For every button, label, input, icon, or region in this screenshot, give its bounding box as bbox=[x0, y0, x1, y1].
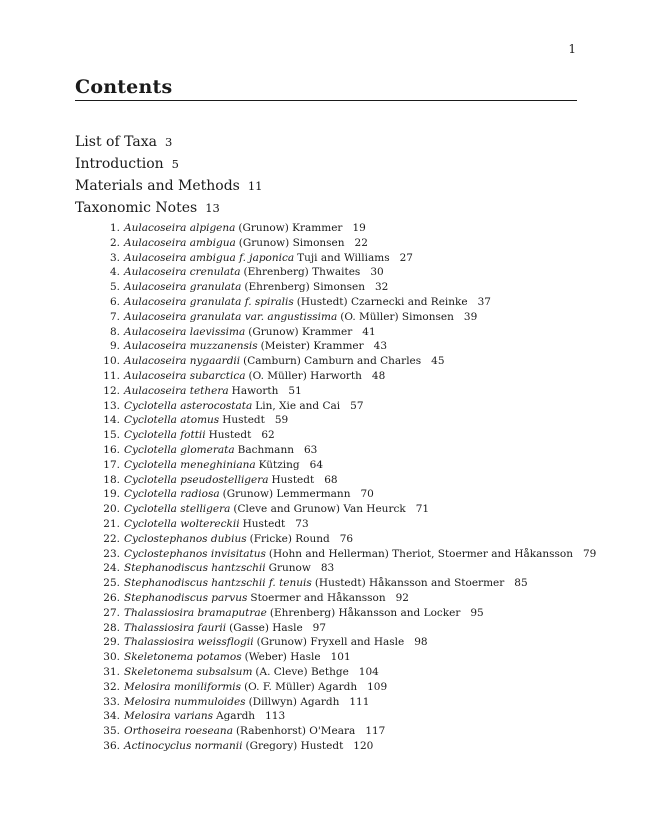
entry-page: 41 bbox=[362, 325, 376, 338]
toc-entry[interactable] bbox=[75, 517, 596, 532]
taxon-authority: (Ehrenberg) Thwaites bbox=[243, 266, 361, 279]
toc-entry[interactable] bbox=[75, 591, 596, 606]
taxon-authority: (Ehrenberg) Håkansson and Locker bbox=[269, 606, 461, 619]
taxon-authority: (A. Cleve) Bethge bbox=[255, 665, 349, 678]
entry-page: 68 bbox=[324, 473, 338, 486]
toc-entry[interactable] bbox=[75, 665, 596, 680]
entry-page: 113 bbox=[265, 710, 286, 723]
taxon-name: Aulacoseira granulata bbox=[124, 281, 242, 294]
taxon-name: Stephanodiscus parvus bbox=[124, 591, 248, 604]
taxon-authority: Kützing bbox=[258, 458, 300, 471]
entry-page: 64 bbox=[309, 458, 324, 471]
toc-entry[interactable] bbox=[75, 739, 596, 754]
entry-page: 111 bbox=[349, 695, 370, 708]
taxon-name: Stephanodiscus hantzschii bbox=[124, 562, 266, 575]
toc-entry[interactable] bbox=[75, 621, 596, 636]
taxon-authority: (Gregory) Hustedt bbox=[245, 739, 344, 752]
taxon-name: Melosira moniliformis bbox=[124, 680, 242, 693]
toc-entry[interactable] bbox=[75, 369, 596, 384]
taxon-authority: (Grunow) Lemmermann bbox=[222, 488, 351, 501]
entry-page: 43 bbox=[373, 340, 388, 353]
entry-page: 117 bbox=[365, 725, 386, 738]
taxon-name: Stephanodiscus hantzschii f. tenuis bbox=[124, 577, 312, 590]
entry-page: 51 bbox=[288, 384, 302, 397]
entry-page: 32 bbox=[374, 281, 389, 294]
taxon-name: Thalassiosira bramaputrae bbox=[124, 606, 267, 619]
section-list bbox=[75, 131, 262, 219]
toc-entry[interactable] bbox=[75, 695, 596, 710]
entry-number: 24. bbox=[103, 562, 120, 575]
toc-entry[interactable] bbox=[75, 280, 596, 295]
entry-page: 95 bbox=[470, 606, 484, 619]
taxon-authority: (Hohn and Hellerman) Theriot, Stoermer and Håkansson bbox=[268, 547, 573, 560]
entry-page: 37 bbox=[477, 295, 491, 308]
toc-entry[interactable] bbox=[75, 325, 596, 340]
taxon-name: Melosira nummuloides bbox=[124, 695, 246, 708]
taxon-authority: (Cleve and Grunow) Van Heurck bbox=[233, 503, 406, 516]
toc-entry[interactable] bbox=[75, 354, 596, 369]
toc-entry[interactable] bbox=[75, 458, 596, 473]
toc-entry[interactable] bbox=[75, 606, 596, 621]
entry-page: 120 bbox=[353, 739, 374, 752]
taxon-name: Orthoseira roeseana bbox=[124, 725, 233, 738]
toc-entry[interactable] bbox=[75, 473, 596, 488]
taxon-authority: Stoermer and Håkansson bbox=[250, 591, 386, 604]
taxon-name: Thalassiosira faurii bbox=[124, 621, 227, 634]
entry-number: 30. bbox=[103, 651, 120, 664]
entry-number: 33. bbox=[103, 695, 120, 708]
entry-number: 31. bbox=[103, 665, 120, 678]
taxa-list bbox=[75, 221, 596, 754]
taxon-name: Skeletonema potamos bbox=[124, 651, 242, 664]
entry-number: 36. bbox=[103, 739, 120, 752]
entry-number: 11. bbox=[103, 369, 120, 382]
entry-page: 101 bbox=[330, 651, 351, 664]
title-rule bbox=[75, 100, 577, 101]
taxon-authority: Hustedt bbox=[222, 414, 265, 427]
toc-section[interactable] bbox=[75, 131, 262, 153]
entry-number: 8. bbox=[109, 325, 120, 338]
taxon-authority: (Grunow) Simonsen bbox=[238, 236, 345, 249]
entry-number: 15. bbox=[103, 429, 120, 442]
entry-page: 57 bbox=[350, 399, 364, 412]
entry-number: 17. bbox=[103, 458, 120, 471]
toc-entry[interactable] bbox=[75, 680, 596, 695]
entry-number: 25. bbox=[103, 577, 120, 590]
taxon-authority: (Weber) Hasle bbox=[244, 651, 321, 664]
entry-page: 104 bbox=[358, 665, 379, 678]
taxon-name: Skeletonema subsalsum bbox=[124, 665, 253, 678]
taxon-name: Aulacoseira laevissima bbox=[124, 325, 246, 338]
toc-entry[interactable] bbox=[75, 709, 596, 724]
entry-number: 1. bbox=[109, 222, 120, 234]
toc-entry[interactable] bbox=[75, 650, 596, 665]
section-page: 5 bbox=[171, 157, 179, 171]
taxon-authority: (Meister) Krammer bbox=[260, 340, 364, 353]
section-page: 13 bbox=[205, 201, 220, 215]
entry-page: 39 bbox=[463, 310, 478, 323]
taxon-authority: (Grunow) Krammer bbox=[238, 222, 343, 234]
taxon-authority: (Grunow) Fryxell and Hasle bbox=[256, 636, 405, 649]
toc-entry[interactable] bbox=[75, 635, 596, 650]
section-label: Materials and Methods bbox=[75, 178, 240, 194]
entry-number: 6. bbox=[109, 295, 120, 308]
toc-entry[interactable] bbox=[75, 295, 596, 310]
entry-page: 76 bbox=[339, 532, 354, 545]
entry-page: 97 bbox=[312, 621, 327, 634]
entry-number: 7. bbox=[109, 310, 120, 323]
toc-entry[interactable] bbox=[75, 428, 596, 443]
taxon-name: Aulacoseira tethera bbox=[124, 384, 229, 397]
entry-number: 20. bbox=[103, 503, 120, 516]
entry-page: 109 bbox=[367, 680, 388, 693]
taxon-authority: (Hustedt) Håkansson and Stoermer bbox=[314, 577, 505, 590]
taxon-name: Aulacoseira nygaardii bbox=[124, 355, 241, 368]
toc-section[interactable] bbox=[75, 153, 262, 175]
entry-page: 45 bbox=[431, 355, 445, 368]
entry-number: 19. bbox=[103, 488, 120, 501]
taxon-name: Melosira varians bbox=[124, 710, 213, 723]
entry-page: 70 bbox=[360, 488, 374, 501]
page-title: Contents bbox=[75, 76, 173, 98]
toc-entry[interactable] bbox=[75, 547, 596, 562]
taxon-name: Aulacoseira granulata var. angustissima bbox=[124, 310, 338, 323]
taxon-authority: Hustedt bbox=[271, 473, 315, 486]
entry-page: 73 bbox=[295, 517, 309, 530]
toc-entry[interactable] bbox=[75, 724, 596, 739]
taxon-authority: Lin, Xie and Cai bbox=[255, 399, 341, 412]
entry-page: 71 bbox=[415, 503, 430, 516]
entry-number: 23. bbox=[103, 547, 120, 560]
toc-entry[interactable] bbox=[75, 265, 596, 280]
taxon-name: Cyclotella pseudostelligera bbox=[124, 473, 269, 486]
taxon-name: Aulacoseira subarctica bbox=[124, 369, 246, 382]
taxon-name: Cyclotella stelligera bbox=[124, 503, 231, 516]
entry-page: 30 bbox=[370, 266, 384, 279]
taxon-name: Thalassiosira weissflogii bbox=[124, 636, 254, 649]
entry-number: 13. bbox=[103, 399, 120, 412]
entry-number: 3. bbox=[109, 251, 120, 264]
taxon-authority: Grunow bbox=[268, 562, 311, 575]
entry-number: 28. bbox=[103, 621, 120, 634]
entry-number: 4. bbox=[109, 266, 120, 279]
taxon-authority: Bachmann bbox=[237, 443, 294, 456]
entry-number: 27. bbox=[103, 606, 120, 619]
taxon-authority: (Dillwyn) Agardh bbox=[248, 695, 340, 708]
toc-section[interactable] bbox=[75, 175, 262, 197]
entry-page: 92 bbox=[395, 591, 409, 604]
toc-entry[interactable] bbox=[75, 221, 596, 236]
section-label: Introduction bbox=[75, 156, 164, 172]
taxon-authority: Agardh bbox=[216, 710, 256, 723]
entry-number: 22. bbox=[103, 532, 120, 545]
entry-page: 22 bbox=[354, 236, 368, 249]
entry-number: 16. bbox=[103, 443, 120, 456]
section-page: 11 bbox=[247, 179, 263, 193]
entry-page: 63 bbox=[303, 443, 318, 456]
taxon-name: Cyclostephanos dubius bbox=[124, 532, 247, 545]
entry-number: 14. bbox=[103, 414, 120, 427]
taxon-name: Cyclotella glomerata bbox=[124, 443, 235, 456]
toc-entry[interactable] bbox=[75, 561, 596, 576]
section-label: Taxonomic Notes bbox=[75, 200, 198, 216]
taxon-authority: (O. F. Müller) Agardh bbox=[244, 680, 358, 693]
entry-number: 21. bbox=[103, 517, 120, 530]
entry-page: 19 bbox=[352, 222, 366, 234]
taxon-name: Aulacoseira granulata f. spiralis bbox=[124, 295, 294, 308]
taxon-name: Actinocyclus normanii bbox=[124, 739, 243, 752]
entry-number: 26. bbox=[103, 591, 120, 604]
taxon-authority: (Hustedt) Czarnecki and Reinke bbox=[296, 295, 468, 308]
toc-entry[interactable] bbox=[75, 236, 596, 251]
entry-number: 35. bbox=[103, 725, 120, 738]
entry-number: 18. bbox=[103, 473, 120, 486]
toc-entry[interactable] bbox=[75, 502, 596, 517]
toc-entry[interactable] bbox=[75, 487, 596, 502]
taxon-authority: (Grunow) Krammer bbox=[248, 325, 353, 338]
entry-number: 5. bbox=[109, 281, 120, 294]
taxon-name: Aulacoseira muzzanensis bbox=[124, 340, 258, 353]
entry-page: 27 bbox=[399, 251, 413, 264]
taxon-name: Aulacoseira crenulata bbox=[124, 266, 241, 279]
entry-number: 2. bbox=[109, 236, 120, 249]
taxon-name: Cyclotella asterocostata bbox=[124, 399, 253, 412]
taxon-authority: Hustedt bbox=[208, 429, 252, 442]
toc-entry[interactable] bbox=[75, 532, 596, 547]
toc-entry[interactable] bbox=[75, 413, 596, 428]
entry-page: 79 bbox=[583, 547, 597, 560]
taxon-name: Cyclostephanos invisitatus bbox=[124, 547, 266, 560]
toc-section[interactable] bbox=[75, 197, 262, 219]
entry-number: 29. bbox=[103, 636, 120, 649]
toc-entry[interactable] bbox=[75, 251, 596, 266]
taxon-name: Aulacoseira ambigua bbox=[124, 236, 236, 249]
entry-number: 32. bbox=[103, 680, 120, 693]
taxon-authority: (O. Müller) Simonsen bbox=[340, 310, 454, 323]
toc-entry[interactable] bbox=[75, 339, 596, 354]
entry-number: 10. bbox=[103, 355, 120, 368]
taxon-authority: (Rabenhorst) O'Meara bbox=[235, 725, 356, 738]
entry-page: 85 bbox=[514, 577, 528, 590]
taxon-name: Aulacoseira ambigua f. japonica bbox=[124, 251, 295, 264]
taxon-authority: (Ehrenberg) Simonsen bbox=[244, 281, 365, 294]
taxon-name: Cyclotella woltereckii bbox=[124, 517, 240, 530]
entry-page: 83 bbox=[320, 562, 335, 575]
toc-entry[interactable] bbox=[75, 576, 596, 591]
entry-page: 98 bbox=[414, 636, 428, 649]
taxon-authority: Hustedt bbox=[242, 517, 286, 530]
toc-entry[interactable] bbox=[75, 399, 596, 414]
entry-page: 59 bbox=[274, 414, 289, 427]
taxon-authority: (O. Müller) Harworth bbox=[248, 369, 362, 382]
taxon-authority: Haworth bbox=[231, 384, 279, 397]
taxon-name: Cyclotella atomus bbox=[124, 414, 220, 427]
taxon-name: Aulacoseira alpigena bbox=[124, 222, 236, 234]
section-page: 3 bbox=[164, 135, 173, 149]
taxon-name: Cyclotella radiosa bbox=[124, 488, 220, 501]
section-label: List of Taxa bbox=[75, 134, 157, 150]
taxon-authority: (Gasse) Hasle bbox=[229, 621, 303, 634]
entry-number: 34. bbox=[103, 710, 120, 723]
entry-page: 62 bbox=[261, 429, 275, 442]
taxon-authority: (Fricke) Round bbox=[249, 532, 330, 545]
toc-entry[interactable] bbox=[75, 443, 596, 458]
entry-page: 48 bbox=[371, 369, 386, 382]
taxon-name: Cyclotella meneghiniana bbox=[124, 458, 256, 471]
entry-number: 9. bbox=[109, 340, 120, 353]
taxon-authority: Tuji and Williams bbox=[297, 251, 390, 264]
entry-number: 12. bbox=[103, 384, 120, 397]
toc-entry[interactable] bbox=[75, 384, 596, 399]
page-number: 1 bbox=[568, 42, 576, 56]
toc-entry[interactable] bbox=[75, 310, 596, 325]
taxon-name: Cyclotella fottii bbox=[124, 429, 206, 442]
taxon-authority: (Camburn) Camburn and Charles bbox=[243, 355, 422, 368]
